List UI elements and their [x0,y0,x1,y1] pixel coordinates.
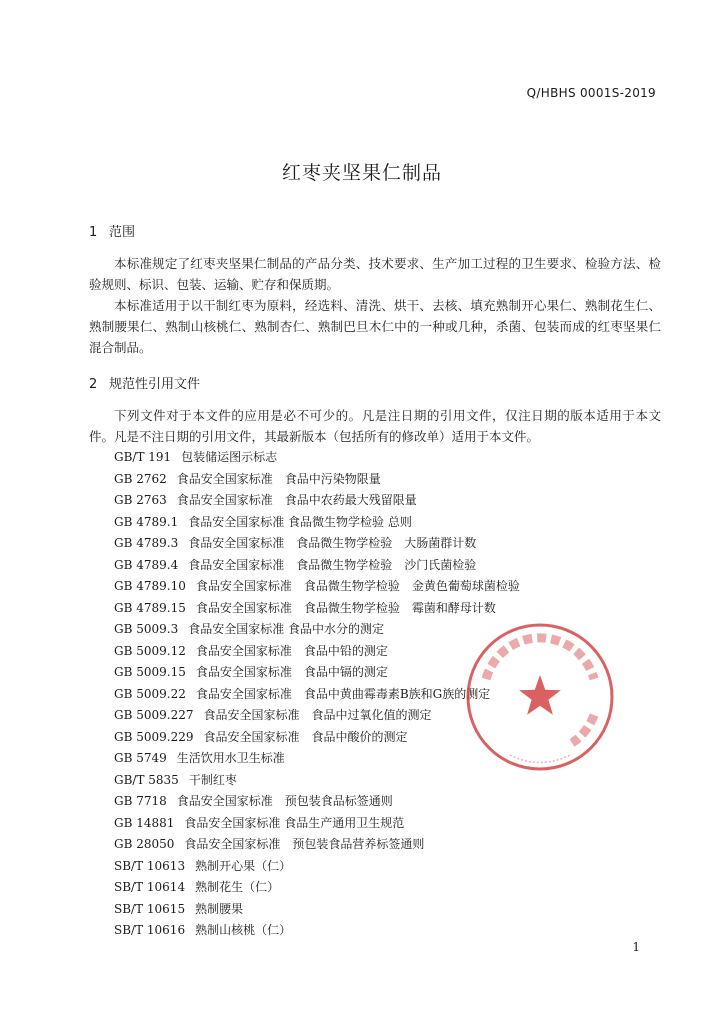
reference-title: 食品安全国家标准 食品生产通用卫生规范 [184,815,405,830]
reference-title: 熟制山核桃（仁） [195,923,292,937]
reference-title: 熟制花生（仁） [195,880,280,894]
seal-star [519,675,561,715]
reference-title: 食品安全国家标准 食品微生物学检验 霉菌和酵母计数 [195,600,496,615]
reference-title: 食品安全国家标准 食品中污染物限量 [176,471,381,486]
reference-title: 食品安全国家标准 食品中水分的测定 [188,622,385,636]
reference-title: 熟制腰果 [195,901,244,916]
reference-code: GB 4789.10 [114,579,186,593]
reference-code: GB 4789.1 [114,514,179,529]
reference-code: GB 4789.3 [114,536,179,550]
list-item [114,619,520,641]
reference-title: 包装储运图示标志 [181,450,278,464]
section-1-heading [89,221,135,240]
list-item [114,813,520,835]
reference-title: 食品安全国家标准 食品中铅的测定 [195,643,388,658]
page-title: 红枣夹坚果仁制品 [281,162,442,184]
reference-title: 食品安全国家标准 食品微生物学检验 大肠菌群计数 [188,536,477,550]
list-item [114,920,520,942]
list-item [114,791,520,813]
list-item [114,512,520,534]
list-item [114,469,520,491]
seal-lettering-lower [572,715,594,743]
reference-title: 食品安全国家标准 预包装食品营养标签通则 [184,837,425,851]
reference-title: 食品安全国家标准 食品微生物学检验 金黄色葡萄球菌检验 [195,579,520,593]
reference-title: 食品安全国家标准 食品中过氧化值的测定 [203,708,432,722]
list-item [114,748,520,770]
reference-code: GB 5009.227 [114,708,194,722]
reference-code: GB/T 5835 [114,772,179,787]
reference-code: SB/T 10614 [114,880,186,894]
section-2-number: 2 [89,377,98,392]
scope-paragraph-2: 本标准适用于以干制红枣为原料，经选料、清洗、烘干、去核、填充熟制开心果仁、熟制花生仁、熟制腰果仁、熟制山核桃仁、熟制杏仁、熟制巴旦木仁中的一种或几种，杀菌、包装而成的红枣坚果仁混合制品。 [89,298,661,355]
list-item [114,770,520,792]
seal-lettering [486,638,594,679]
reference-code: GB 5009.229 [114,729,194,744]
reference-code: GB 5009.15 [114,665,186,679]
section-1-number: 1 [89,225,98,240]
list-item [114,576,520,598]
page-number: 1 [632,940,640,954]
reference-title: 生活饮用水卫生标准 [176,751,285,765]
list-item [114,598,520,620]
list-item [114,490,520,512]
seal-number-arc [510,755,570,762]
reference-list [114,447,520,942]
list-item [114,705,520,727]
list-item [114,877,520,899]
reference-code: GB 28050 [114,837,175,851]
reference-title: 熟制开心果（仁） [195,858,292,873]
reference-code: GB/T 191 [114,450,172,464]
reference-code: GB 5009.3 [114,622,179,636]
company-seal-icon [460,617,620,777]
reference-code: SB/T 10613 [114,858,186,873]
list-item [114,834,520,856]
list-item [114,684,520,706]
reference-code: SB/T 10616 [114,923,186,937]
list-item [114,555,520,577]
reference-title: 食品安全国家标准 预包装食品标签通则 [176,794,393,808]
list-item [114,727,520,749]
standard-code: Q/HBHS 0001S-2019 [526,86,656,100]
reference-code: GB 4789.4 [114,557,179,572]
section-2-heading [89,373,200,392]
section-1-title: 范围 [109,225,136,240]
reference-title: 食品安全国家标准 食品中镉的测定 [195,665,388,679]
reference-title: 食品安全国家标准 食品中黄曲霉毒素B族和G族的测定 [195,686,491,701]
reference-code: GB 5009.12 [114,643,186,658]
references-intro: 下列文件对于本文件的应用是必不可少的。凡是注日期的引用文件，仅注日期的版本适用于本文件。凡是不注日期的引用文件，其最新版本（包括所有的修改单）适用于本文件。 [89,408,661,444]
reference-code: GB 7718 [114,794,167,808]
reference-code: GB 5009.22 [114,686,186,701]
reference-code: GB 4789.15 [114,600,186,615]
list-item [114,856,520,878]
list-item [114,447,520,469]
reference-code: GB 2763 [114,493,167,507]
scope-paragraph-1: 本标准规定了红枣夹坚果仁制品的产品分类、技术要求、生产加工过程的卫生要求、检验方法、检验规则、标识、包装、运输、贮存和保质期。 [89,256,661,292]
list-item [114,533,520,555]
list-item [114,899,520,921]
list-item [114,641,520,663]
reference-code: GB 5749 [114,751,167,765]
reference-title: 食品安全国家标准 食品中酸价的测定 [203,729,408,744]
reference-title: 食品安全国家标准 食品微生物学检验 总则 [188,514,412,529]
reference-code: SB/T 10615 [114,901,186,916]
reference-title: 干制红枣 [188,772,237,787]
reference-code: GB 14881 [114,815,175,830]
reference-title: 食品安全国家标准 食品中农药最大残留限量 [176,493,417,507]
list-item [114,662,520,684]
reference-title: 食品安全国家标准 食品微生物学检验 沙门氏菌检验 [188,557,477,572]
section-2-title: 规范性引用文件 [109,377,201,392]
reference-code: GB 2762 [114,471,167,486]
